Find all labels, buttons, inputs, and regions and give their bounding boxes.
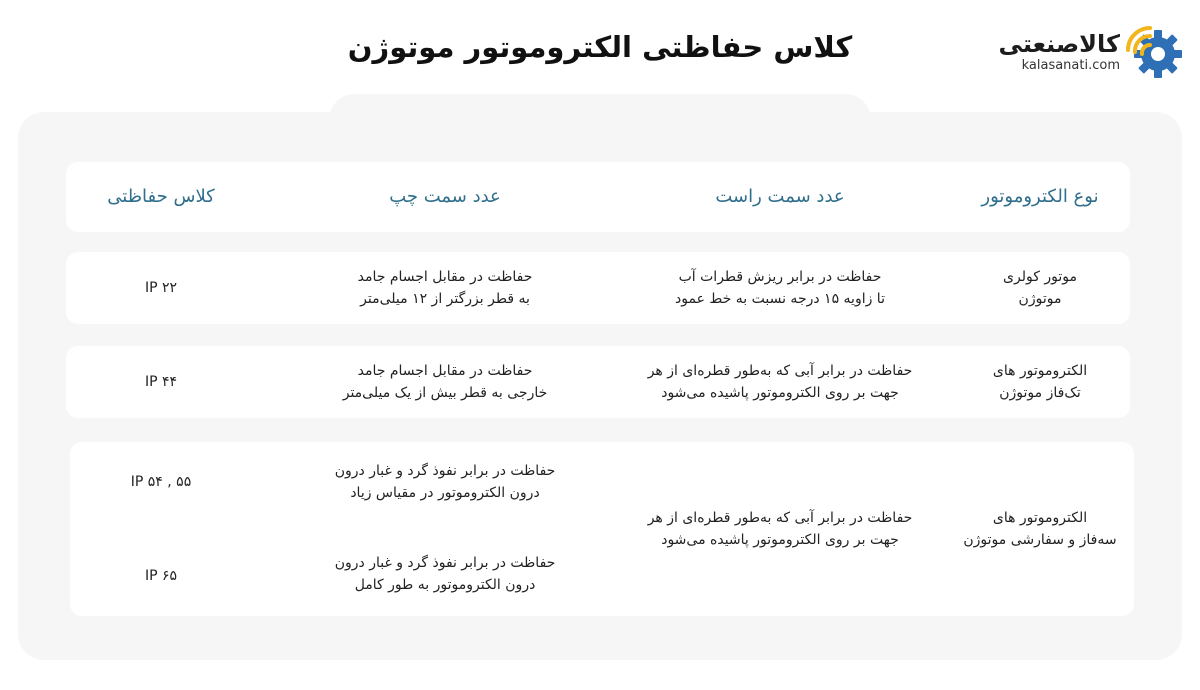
row1-left-digit: حفاظت در مقابل اجسام جامد به قطر بزرگتر از ۱۲ میلی‌متر — [357, 269, 533, 307]
page-title: کلاس حفاظتی الکتروموتور موتوژن — [347, 30, 853, 64]
header-left-digit: عدد سمت چپ — [389, 186, 501, 207]
logo-url: kalasanati.com — [1021, 58, 1120, 73]
brand-logo[interactable] — [982, 20, 1182, 84]
row1-motor-type: موتور کولری موتوژن — [1003, 269, 1077, 307]
row3-left-digit-a: حفاظت در برابر نفوذ گرد و غبار درون درون الکتروموتور در مقیاس زیاد — [334, 463, 556, 501]
row1-right-digit: حفاظت در برابر ریزش قطرات آب تا زاویه ۱۵ درجه نسبت به خط عمود — [675, 269, 885, 307]
row3-left-digit-b: حفاظت در برابر نفوذ گرد و غبار درون درون الکتروموتور به طور کامل — [334, 555, 556, 593]
row2-right-digit: حفاظت در برابر آبی که به‌طور قطره‌ای از هر جهت بر روی الکتروموتور پاشیده می‌شود — [647, 363, 913, 401]
header-protection-class: کلاس حفاظتی — [107, 186, 215, 207]
row3-protection-class-b: IP ۶۵ — [144, 568, 178, 584]
header-motor-type: نوع الکتروموتور — [981, 186, 1099, 207]
row1-protection-class: IP ۲۲ — [144, 280, 178, 296]
row3-right-digit: حفاظت در برابر آبی که به‌طور قطره‌ای از هر جهت بر روی الکتروموتور پاشیده می‌شود — [647, 510, 913, 548]
row2-motor-type: الکتروموتور های تک‌فاز موتوژن — [992, 363, 1088, 401]
row2-protection-class: IP ۴۴ — [144, 374, 178, 390]
row3-protection-class-a: IP ۵۴ , ۵۵ — [130, 474, 192, 490]
row3-motor-type: الکتروموتور های سه‌فاز و سفارشی موتوژن — [963, 510, 1117, 548]
logo-text — [999, 30, 1120, 74]
row2-left-digit: حفاظت در مقابل اجسام جامد خارجی به قطر بیش از یک میلی‌متر — [342, 363, 548, 401]
gear-wave-icon — [1122, 20, 1182, 84]
header-right-digit: عدد سمت راست — [715, 186, 845, 207]
logo-name: کالاصنعتی — [998, 30, 1120, 58]
